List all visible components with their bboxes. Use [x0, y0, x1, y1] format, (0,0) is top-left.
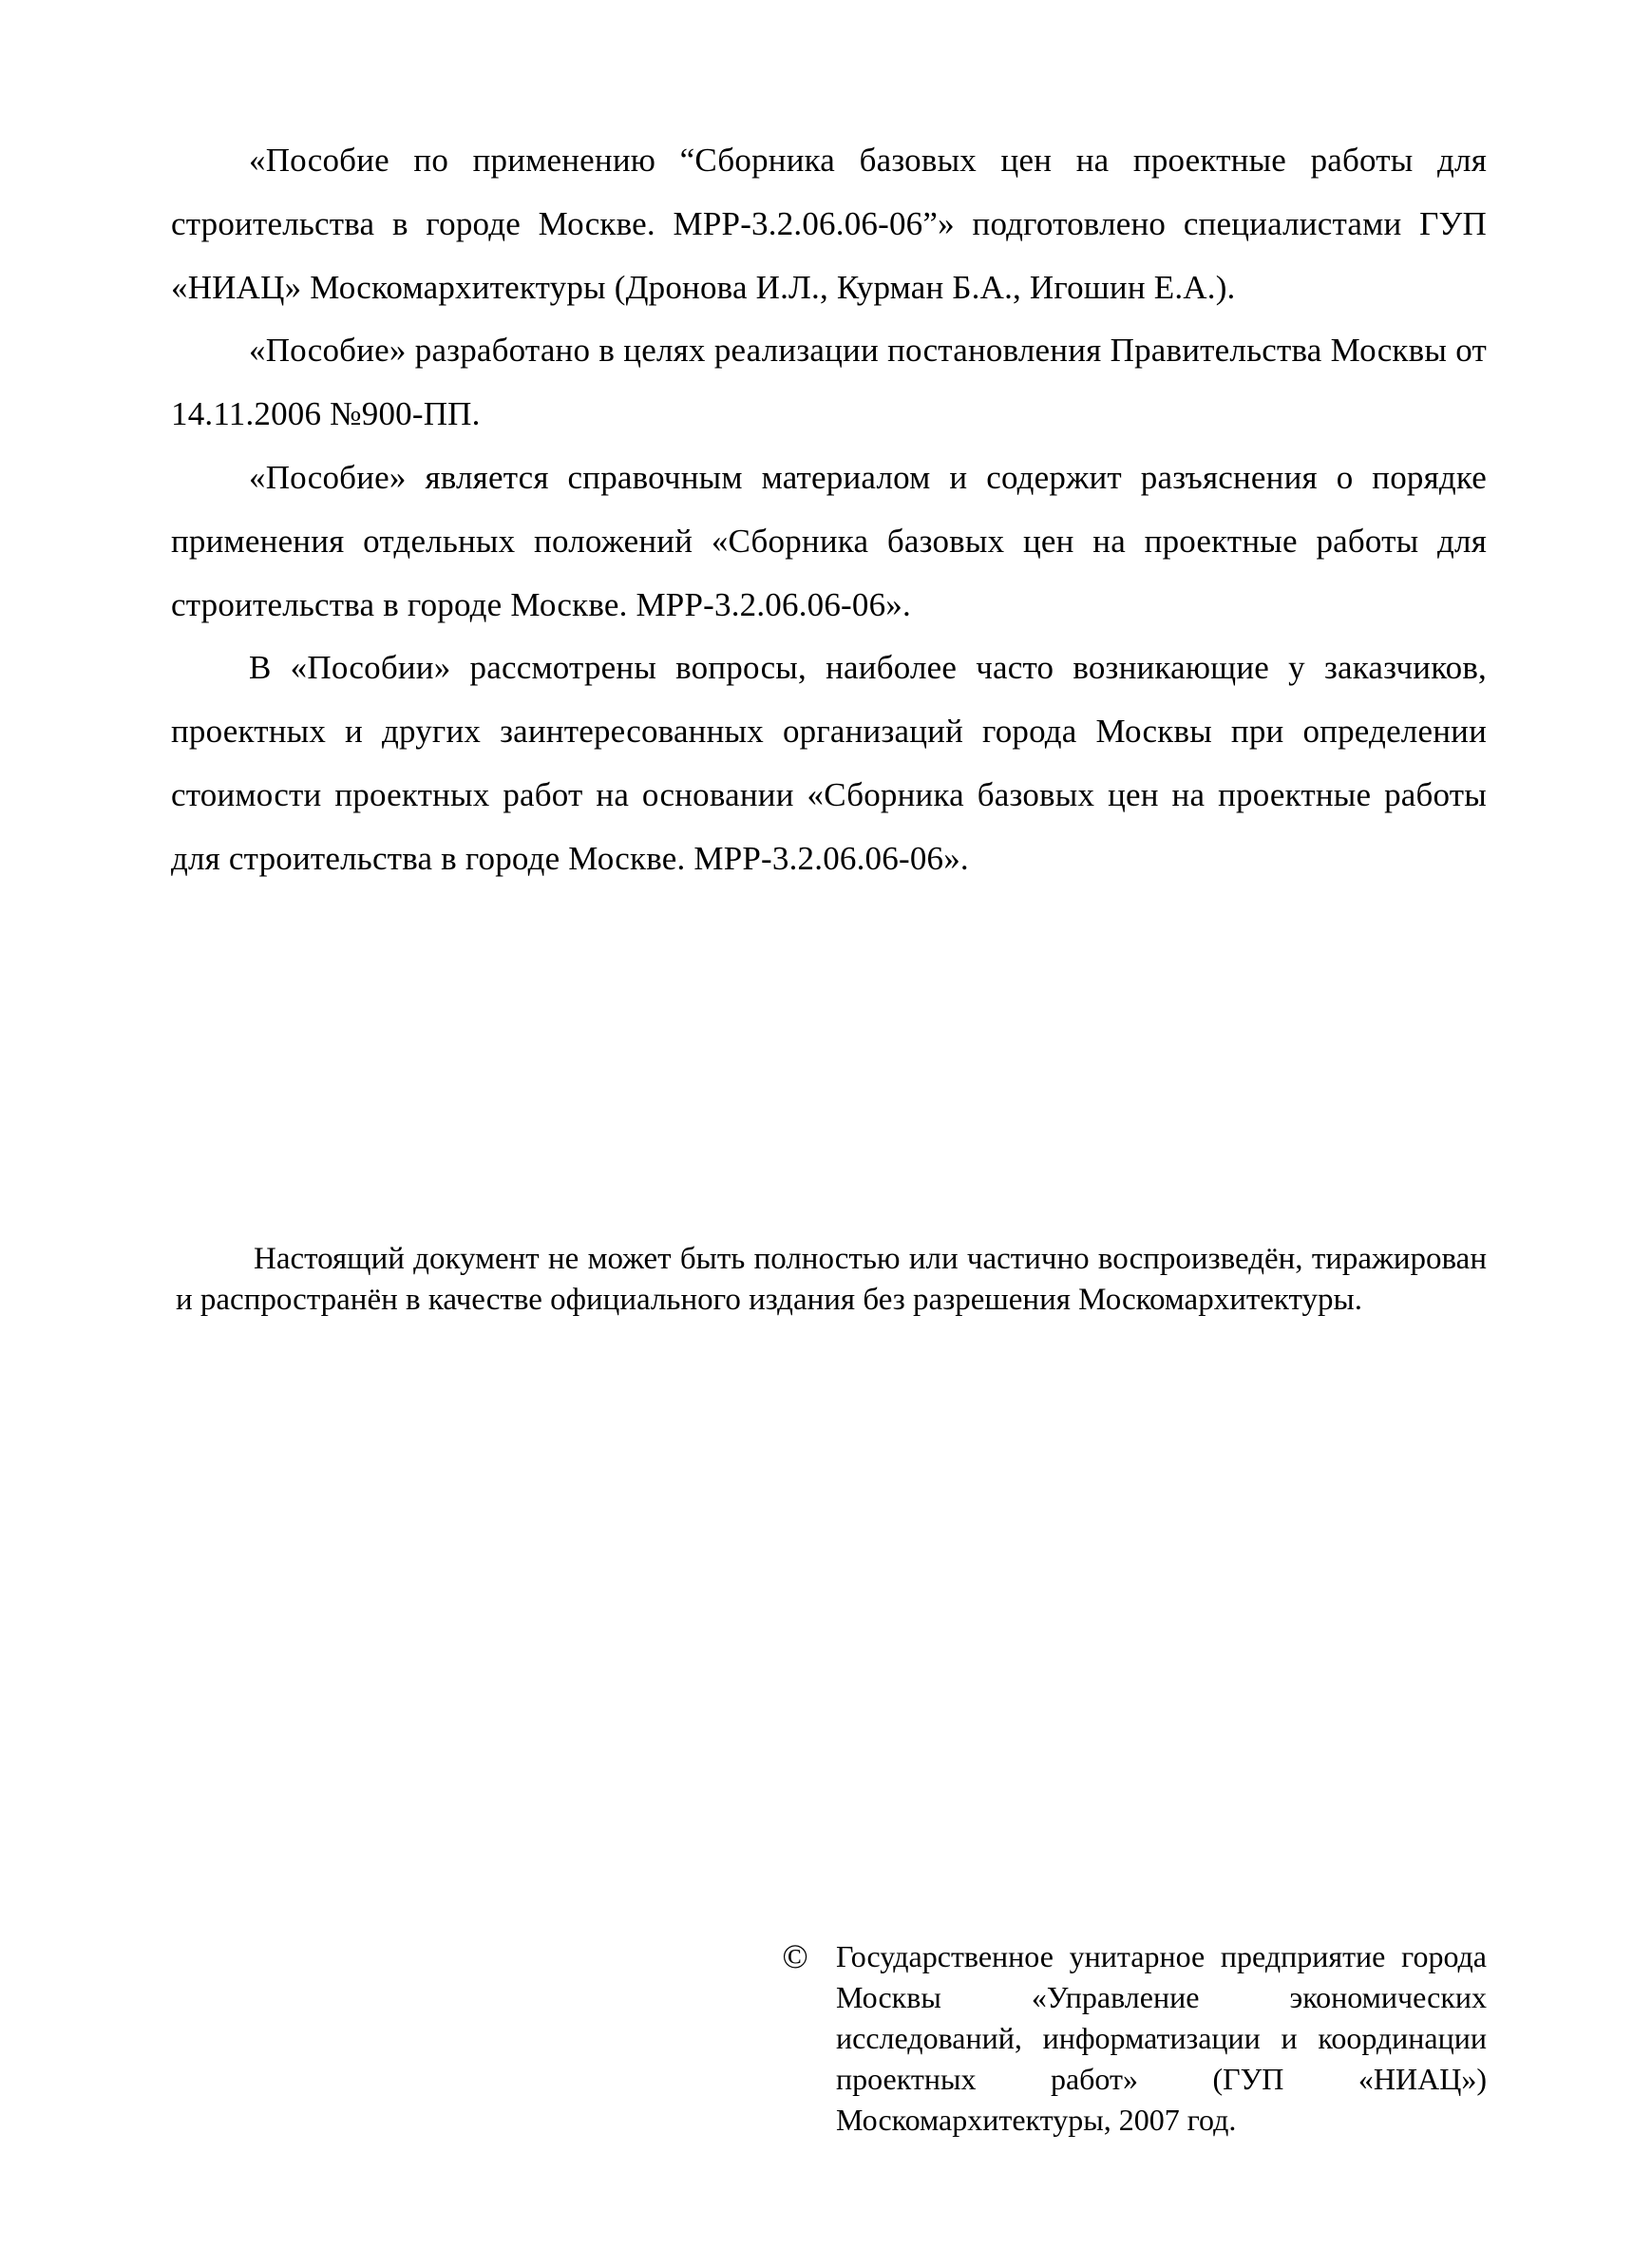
paragraph-authors: «Пособие по применению “Сборника базовых цен на проектные работы для строительства в городе Москве. МРР-3.2.06.06-06”» подготовлено специалистами ГУП «НИАЦ» Москомархитектуры (Дронова И.Л., Курман Б.А., Игошин Е.А.).: [171, 142, 1487, 306]
copyright-icon: ©: [782, 1937, 808, 1975]
paragraph-scope: В «Пособии» рассмотрены вопросы, наиболее часто возникающие у заказчиков, проектных и других заинтересованных организаций города Москвы при определении стоимости проектных работ на основании «Сборника базовых цен на проектные работы для строительства в городе Москве. МРР-3.2.06.06-06».: [171, 649, 1487, 877]
intro-section: [171, 129, 1487, 891]
copyright-block: [779, 1936, 1487, 2155]
reproduction-notice: Настоящий документ не может быть полностью или частично воспроизведён, тиражирован и распространён в качестве официального издания без разрешения Москомархитектуры.: [176, 1242, 1487, 1317]
paragraph-reference: «Пособие» является справочным материалом и содержит разъяснения о порядке применения отдельных положений «Сборника базовых цен на проектные работы для строительства в городе Москве. МРР-3.2.06.06-06».: [171, 458, 1487, 623]
copyright-text: Государственное унитарное предприятие города Москвы «Управление экономических исследований, информатизации и координации проектных работ» (ГУП «НИАЦ») Москомархитектуры, 2007 год.: [836, 1939, 1487, 2137]
paragraph-purpose: «Пособие» разработано в целях реализации постановления Правительства Москвы от 14.11.2006 №900-ПП.: [171, 332, 1487, 433]
